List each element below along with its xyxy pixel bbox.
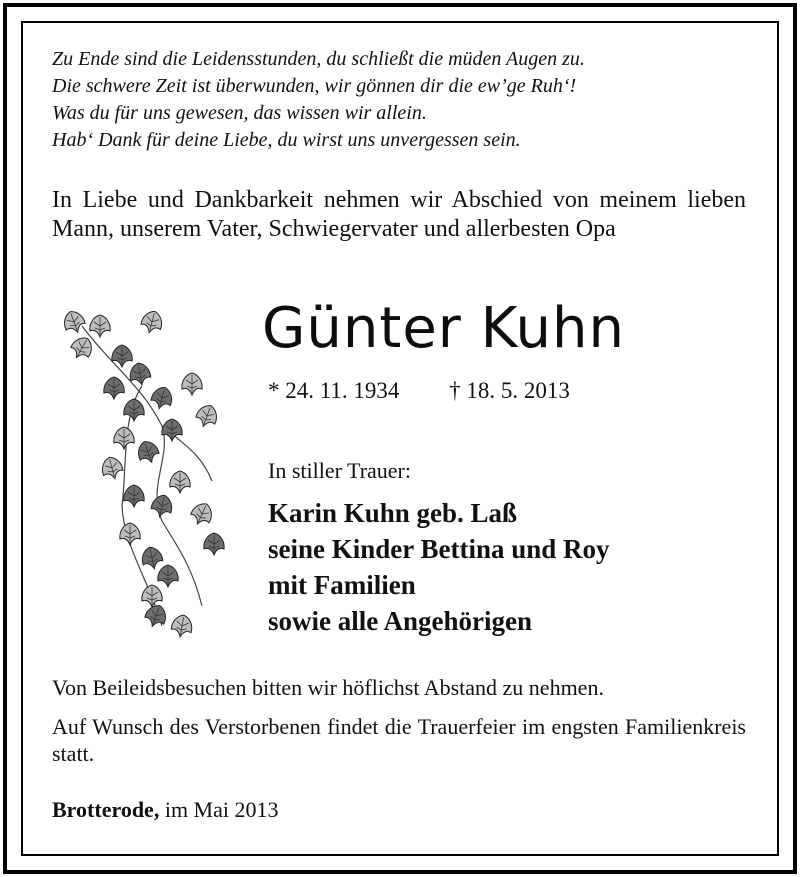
- funeral-note: Auf Wunsch des Verstorbenen findet die Trauerfeier im engsten Familienkreis statt.: [52, 714, 746, 766]
- poem-line: Die schwere Zeit ist überwunden, wir gönnen dir die ew’ge Ruh‘!: [52, 75, 577, 97]
- death-date: † 18. 5. 2013: [449, 378, 570, 403]
- ivy-leaves-icon: [52, 306, 242, 646]
- poem: [52, 46, 772, 154]
- life-dates: [268, 378, 570, 404]
- mourner-line: Karin Kuhn geb. Laß: [268, 498, 518, 528]
- place-date: [52, 797, 279, 823]
- ivy-leaves-decoration: [52, 306, 242, 646]
- poem-line: Hab‘ Dank für deine Liebe, du wirst uns unvergessen sein.: [52, 129, 521, 151]
- town: Brotterode,: [52, 797, 160, 822]
- month-year: im Mai 2013: [164, 797, 279, 822]
- mourner-line: sowie alle Angehörigen: [268, 606, 532, 636]
- deceased-name: Günter Kuhn: [262, 296, 626, 361]
- birth-date: * 24. 11. 1934: [268, 378, 400, 403]
- farewell-intro: In Liebe und Dankbarkeit nehmen wir Abschied von meinem lieben Mann, unserem Vater, Schwiegervater und allerbesten Opa: [52, 187, 746, 242]
- poem-line: Was du für uns gewesen, das wissen wir allein.: [52, 102, 427, 124]
- poem-line: Zu Ende sind die Leidensstunden, du schließt die müden Augen zu.: [52, 48, 585, 70]
- condolence-note: Von Beileidsbesuchen bitten wir höflichst Abstand zu nehmen.: [52, 675, 604, 700]
- mourner-line: seine Kinder Bettina und Roy: [268, 534, 610, 564]
- mourning-label: In stiller Trauer:: [268, 458, 411, 483]
- mourners-list: [268, 495, 610, 639]
- mourner-line: mit Familien: [268, 570, 416, 600]
